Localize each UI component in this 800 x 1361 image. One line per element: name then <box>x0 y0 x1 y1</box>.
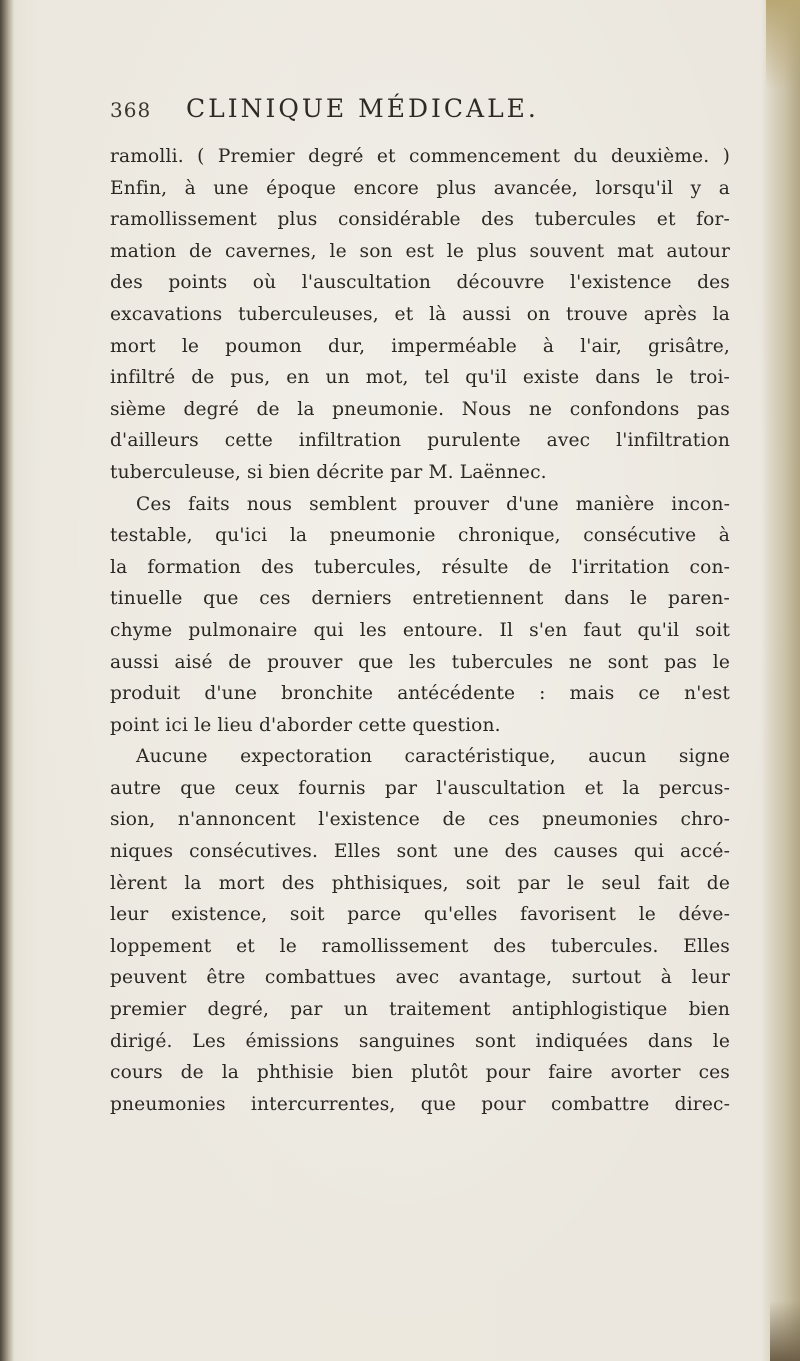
running-head: CLINIQUE MÉDICALE. <box>186 94 539 123</box>
text-line: aussi aisé de prouver que les tubercules ne sont pas le <box>110 651 730 673</box>
text-line: chyme pulmonaire qui les entoure. Il s'en faut qu'il soit <box>110 619 730 641</box>
text-line: Ces faits nous semblent prouver d'une manière incon- <box>136 493 730 515</box>
text-line: Aucune expectoration caractéristique, aucun signe <box>136 746 730 768</box>
page-header <box>110 88 710 128</box>
text-line: point ici le lieu d'aborder cette question. <box>110 714 501 736</box>
text-line: autre que ceux fournis par l'auscultation et la percus- <box>110 777 730 799</box>
binding-edge <box>0 0 14 1361</box>
edge-stain-top <box>766 0 800 90</box>
text-line: testable, qu'ici la pneumonie chronique, consécutive à <box>110 525 730 547</box>
text-line: niques consécutives. Elles sont une des causes qui accé- <box>110 841 730 863</box>
text-line: excavations tuberculeuses, et là aussi on trouve après la <box>110 303 730 325</box>
text-line: pneumonies intercurrentes, que pour combattre direc- <box>110 1093 730 1115</box>
text-line: tinuelle que ces derniers entretiennent dans le paren- <box>110 588 730 610</box>
text-line: dirigé. Les émissions sanguines sont indiquées dans le <box>110 1030 730 1052</box>
body-text <box>110 141 730 1120</box>
edge-stain-bottom <box>770 1301 800 1361</box>
text-line: d'ailleurs cette infiltration purulente avec l'infiltration <box>110 430 730 452</box>
page-edge-right <box>762 0 800 1361</box>
text-line: loppement et le ramollissement des tubercules. Elles <box>110 935 730 957</box>
text-line: infiltré de pus, en un mot, tel qu'il existe dans le troi- <box>110 367 730 389</box>
text-line: mation de cavernes, le son est le plus souvent mat autour <box>110 240 730 262</box>
text-line: lèrent la mort des phthisiques, soit par le seul fait de <box>110 872 730 894</box>
text-line: ramolli. ( Premier degré et commencement du deuxième. ) <box>110 146 730 167</box>
text-line: ramollissement plus considérable des tubercules et for- <box>110 209 730 231</box>
text-line: la formation des tubercules, résulte de l'irritation con- <box>110 556 730 578</box>
text-line: sion, n'annoncent l'existence de ces pneumonies chro- <box>110 809 730 831</box>
text-line: leur existence, soit parce qu'elles favorisent le déve- <box>110 904 730 926</box>
text-line: tuberculeuse, si bien décrite par M. Laënnec. <box>110 461 547 483</box>
text-line: des points où l'auscultation découvre l'existence des <box>110 272 730 294</box>
text-line: peuvent être combattues avec avantage, surtout à leur <box>110 967 730 989</box>
text-line: Enfin, à une époque encore plus avancée, lorsqu'il y a <box>110 177 730 199</box>
text-line: cours de la phthisie bien plutôt pour faire avorter ces <box>110 1062 730 1084</box>
text-line: mort le poumon dur, imperméable à l'air, grisâtre, <box>110 335 730 357</box>
text-line: sième degré de la pneumonie. Nous ne confondons pas <box>110 398 730 420</box>
text-line: premier degré, par un traitement antiphlogistique bien <box>110 999 730 1021</box>
page-number: 368 <box>110 98 152 122</box>
text-line: produit d'une bronchite antécédente : mais ce n'est <box>110 683 730 705</box>
